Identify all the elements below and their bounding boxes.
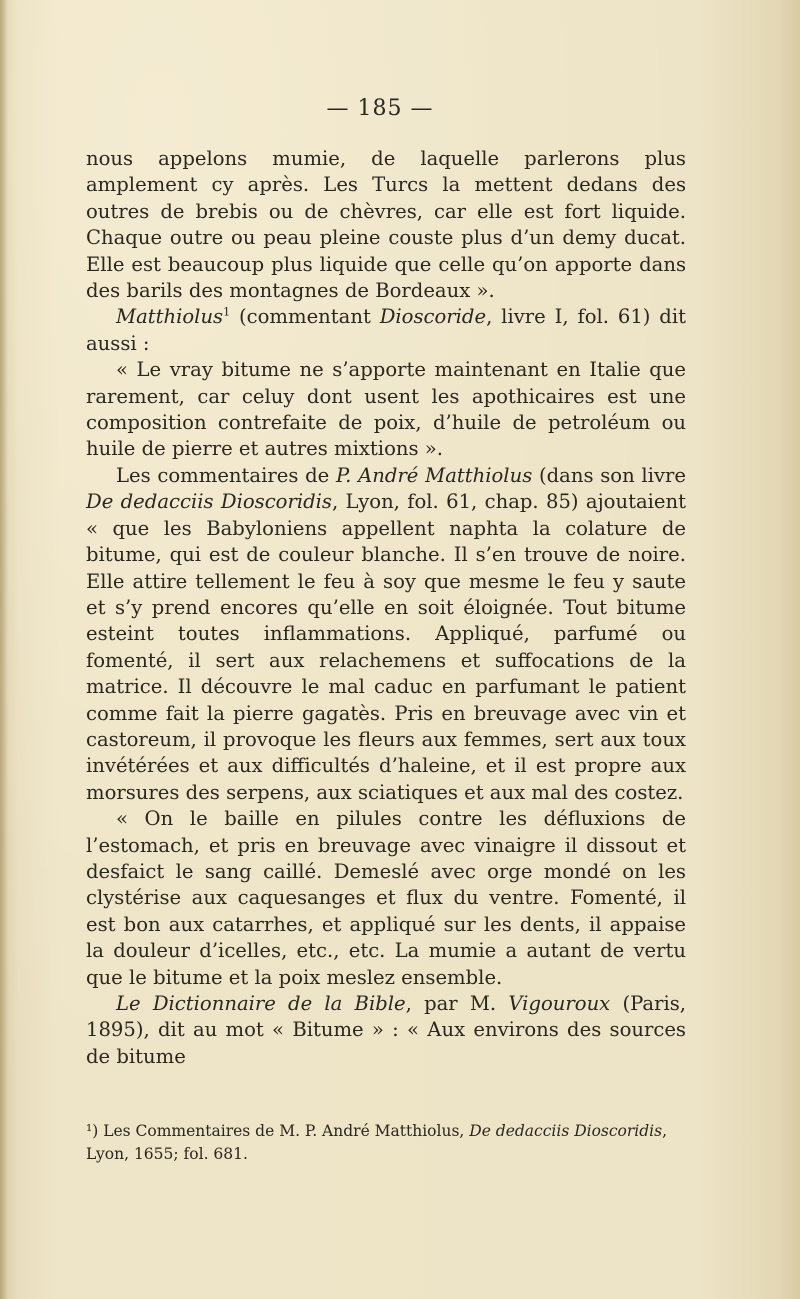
- paragraph-3: « Le vray bitume ne s’apporte maintenant en Italie que rarement, car celuy dont usent les apothicaires est une composition contrefaite de poix, d’huile de petroléum ou huile de pierre et autres mixtions ».: [86, 358, 686, 461]
- author-matthiolus: Matthiolus: [116, 305, 224, 329]
- footnotes: [86, 1120, 686, 1166]
- binding-edge: [0, 0, 8, 1299]
- paragraph-1: nous appelons mumie, de laquelle parlerons plus amplement cy après. Les Turcs la mettent dedans des outres de brebis ou de chèvres, car elle est fort liquide. Chaque outre ou peau pleine couste plus d’un demy ducat. Elle est beaucoup plus liquide que celle qu’on apporte dans des barils des montagnes de Bordeaux ».: [86, 147, 686, 303]
- work-title: Dioscoride: [379, 305, 487, 329]
- author-name: P. André Matthiolus: [335, 463, 533, 487]
- paragraph-6: Le Dictionnaire de la Bible, par M. Vigouroux (Paris, 1895), dit au mot « Bitume » : « Aux environs des sources de bitume: [86, 992, 687, 1068]
- work-title: Le Dictionnaire de la Bible: [116, 992, 406, 1015]
- work-title: De dedacciis Dioscoridis: [469, 1122, 663, 1140]
- footnote-1: ¹) Les Commentaires de M. P. André Matthiolus, De dedacciis Dioscoridis, Lyon, 1655; fol. 681.: [86, 1122, 668, 1163]
- paragraph-4: Les commentaires de P. André Matthiolus (dans son livre De dedacciis Dioscoridis, Lyon, fol. 61, chap. 85) ajoutaient « que les Babyloniens appellent naphta la colature de bitume, qui est de couleur blanche. Il s’en trouve de noire. Elle attire tellement le feu à soy que mesme le feu y saute et s’y prend encores qu’elle en soit éloignée. Tout bitume esteint toutes inflammations. Appliqué, parfumé ou fomenté, il sert aux relachemens et suffocations de la matrice. Il découvre le mal caduc en parfumant le patient comme fait la pierre gagatès. Pris en breuvage avec vin et castoreum, il provoque les fleurs aux femmes, sert aux toux invétérées et aux difficultés d’haleine, et il est propre aux morsures des serpens, aux sciatiques et aux mal des costez.: [86, 463, 687, 804]
- work-title: De dedacciis Dioscoridis: [86, 490, 332, 514]
- paragraph-5: « On le baille en pilules contre les défluxions de l’estomach, et pris en breuvage avec vinaigre il dissout et desfaict le sang caillé. Demeslé avec orge mondé on les clystérise aux caquesanges et flux du ventre. Fomenté, il est bon aux catarrhes, et appliqué sur les dents, il appaise la douleur d’icelles, etc., etc. La mumie a autant de vertu que le bitume et la poix meslez ensemble.: [86, 807, 686, 989]
- author-name: Vigouroux: [508, 992, 611, 1015]
- footnote-marker: ¹): [86, 1122, 99, 1140]
- paragraph-2: Matthiolus$^1$ (commentant Dioscoride, livre I, fol. 61) dit aussi :: [86, 305, 686, 355]
- main-text: [86, 146, 686, 1070]
- page-number: — 185 —: [326, 96, 434, 121]
- footnote-reference: 1: [223, 305, 231, 319]
